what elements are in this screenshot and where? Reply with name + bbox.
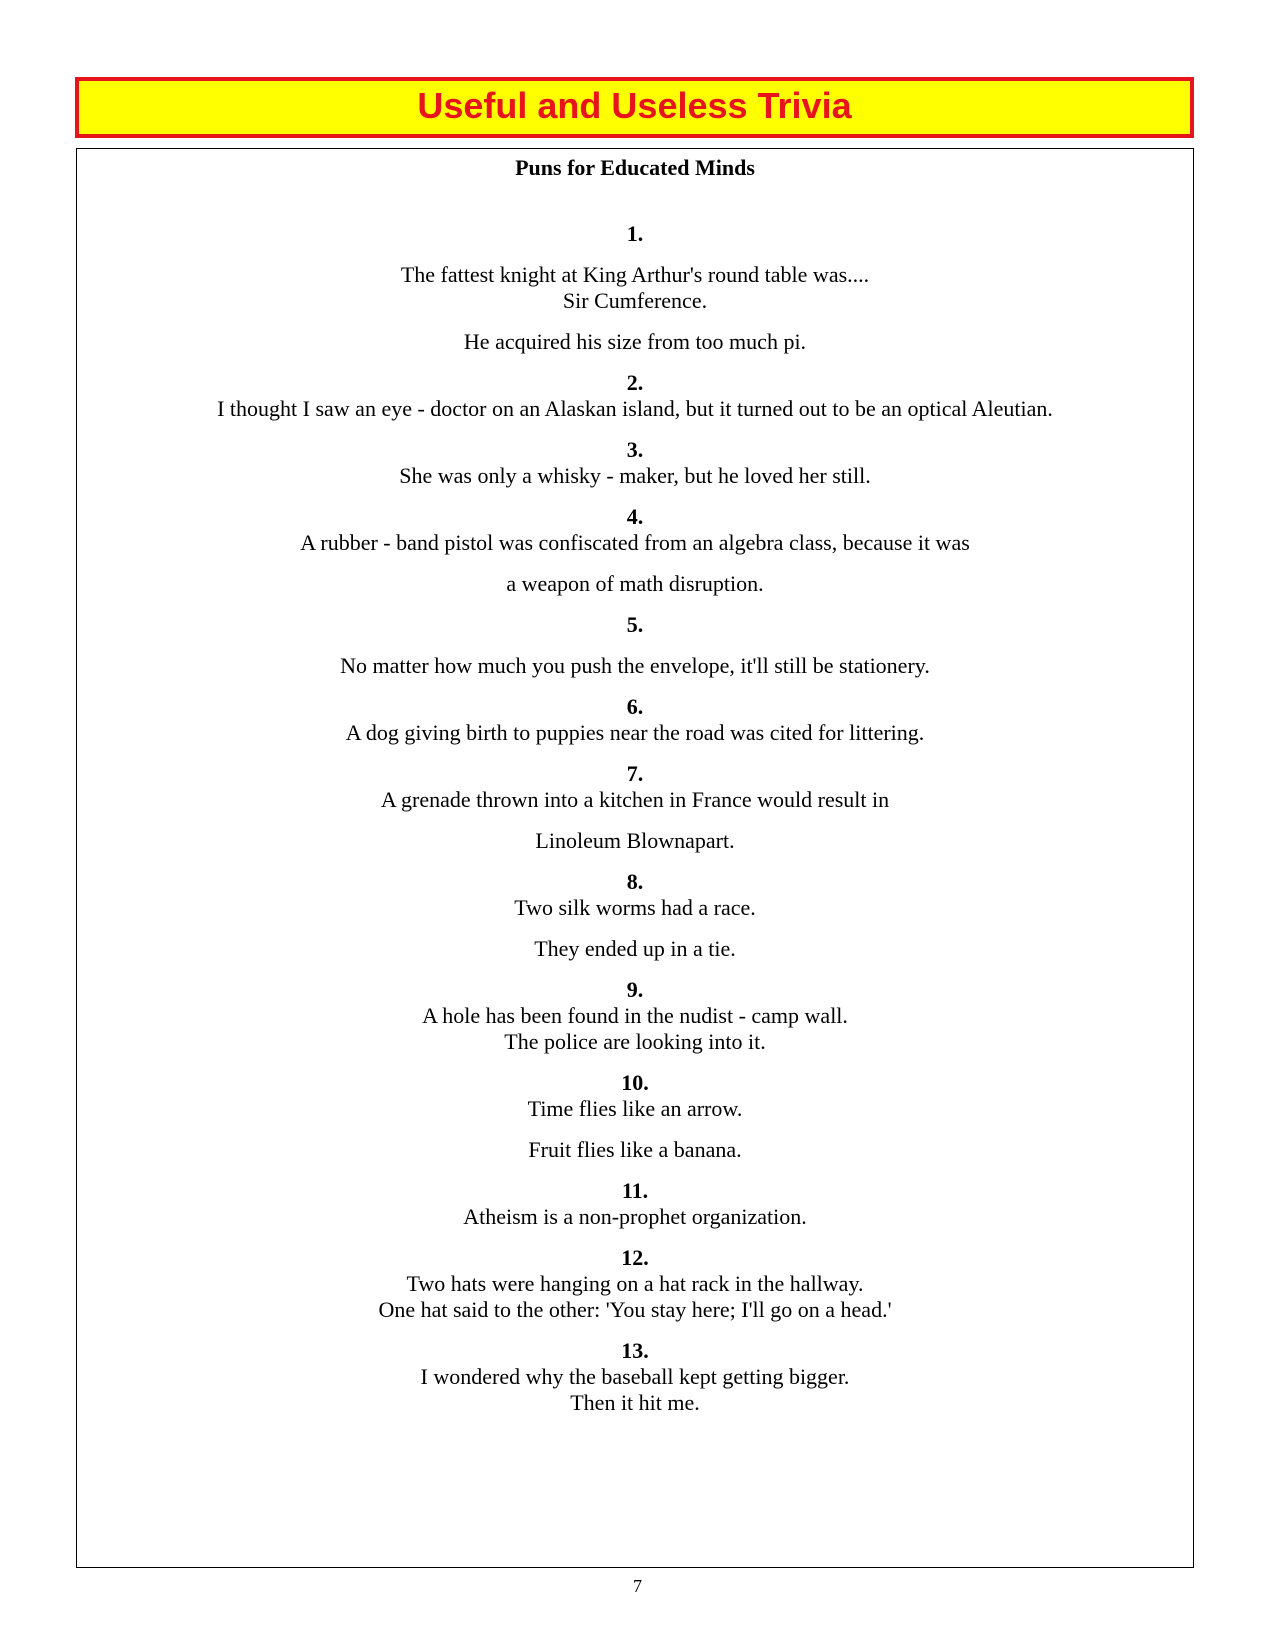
pun-text: A rubber - band pistol was confiscated from an algebra class, because it was bbox=[300, 530, 970, 555]
section-subtitle: Puns for Educated Minds bbox=[515, 155, 755, 180]
pun-item bbox=[77, 1338, 1193, 1416]
pun-text: No matter how much you push the envelope, it'll still be stationery. bbox=[340, 653, 930, 678]
pun-number: 10. bbox=[621, 1070, 649, 1095]
pun-item bbox=[77, 977, 1193, 1055]
pun-text: Linoleum Blownapart. bbox=[535, 828, 735, 853]
pun-number: 5. bbox=[626, 612, 644, 637]
pun-number: 7. bbox=[626, 761, 644, 786]
pun-text: They ended up in a tie. bbox=[534, 936, 736, 961]
page-number: 7 bbox=[633, 1576, 642, 1596]
pun-text: The fattest knight at King Arthur's round table was.... bbox=[400, 262, 870, 287]
pun-item bbox=[77, 504, 1193, 597]
pun-text: He acquired his size from too much pi. bbox=[463, 329, 807, 354]
pun-text: Atheism is a non-prophet organization. bbox=[463, 1204, 807, 1229]
pun-item bbox=[77, 437, 1193, 489]
pun-text: A hole has been found in the nudist - camp wall. bbox=[422, 1003, 848, 1028]
pun-number: 1. bbox=[626, 221, 644, 246]
pun-text: a weapon of math disruption. bbox=[506, 571, 764, 596]
pun-text: Two hats were hanging on a hat rack in the hallway. bbox=[406, 1271, 864, 1296]
pun-item bbox=[77, 694, 1193, 746]
content-box bbox=[76, 148, 1194, 1568]
pun-number: 2. bbox=[626, 370, 644, 395]
pun-text: I thought I saw an eye - doctor on an Alaskan island, but it turned out to be an optical Aleutian. bbox=[217, 396, 1053, 421]
pun-item bbox=[77, 1245, 1193, 1323]
pun-item bbox=[77, 221, 1193, 355]
pun-text: Fruit flies like a banana. bbox=[528, 1137, 742, 1162]
pun-text: Two silk worms had a race. bbox=[514, 895, 756, 920]
pun-number: 13. bbox=[621, 1338, 649, 1363]
puns-list bbox=[77, 221, 1193, 1416]
pun-text: A dog giving birth to puppies near the road was cited for littering. bbox=[345, 720, 925, 745]
pun-item bbox=[77, 612, 1193, 679]
pun-number: 6. bbox=[626, 694, 644, 719]
pun-number: 4. bbox=[626, 504, 644, 529]
pun-text: Then it hit me. bbox=[570, 1390, 700, 1415]
pun-text: A grenade thrown into a kitchen in France would result in bbox=[380, 787, 890, 812]
pun-number: 9. bbox=[626, 977, 644, 1002]
pun-text: Time flies like an arrow. bbox=[527, 1096, 743, 1121]
pun-text: Sir Cumference. bbox=[562, 288, 708, 313]
pun-number: 11. bbox=[621, 1178, 649, 1203]
pun-number: 3. bbox=[626, 437, 644, 462]
title-banner bbox=[75, 77, 1194, 138]
pun-text: I wondered why the baseball kept getting bigger. bbox=[420, 1364, 850, 1389]
pun-number: 12. bbox=[621, 1245, 649, 1270]
pun-number: 8. bbox=[626, 869, 644, 894]
pun-text: She was only a whisky - maker, but he loved her still. bbox=[399, 463, 871, 488]
pun-item bbox=[77, 1178, 1193, 1230]
pun-item bbox=[77, 370, 1193, 422]
page-title: Useful and Useless Trivia bbox=[417, 84, 852, 126]
pun-item bbox=[77, 761, 1193, 854]
pun-item bbox=[77, 869, 1193, 962]
pun-text: The police are looking into it. bbox=[504, 1029, 766, 1054]
pun-item bbox=[77, 1070, 1193, 1163]
pun-text: One hat said to the other: 'You stay here; I'll go on a head.' bbox=[378, 1297, 892, 1322]
